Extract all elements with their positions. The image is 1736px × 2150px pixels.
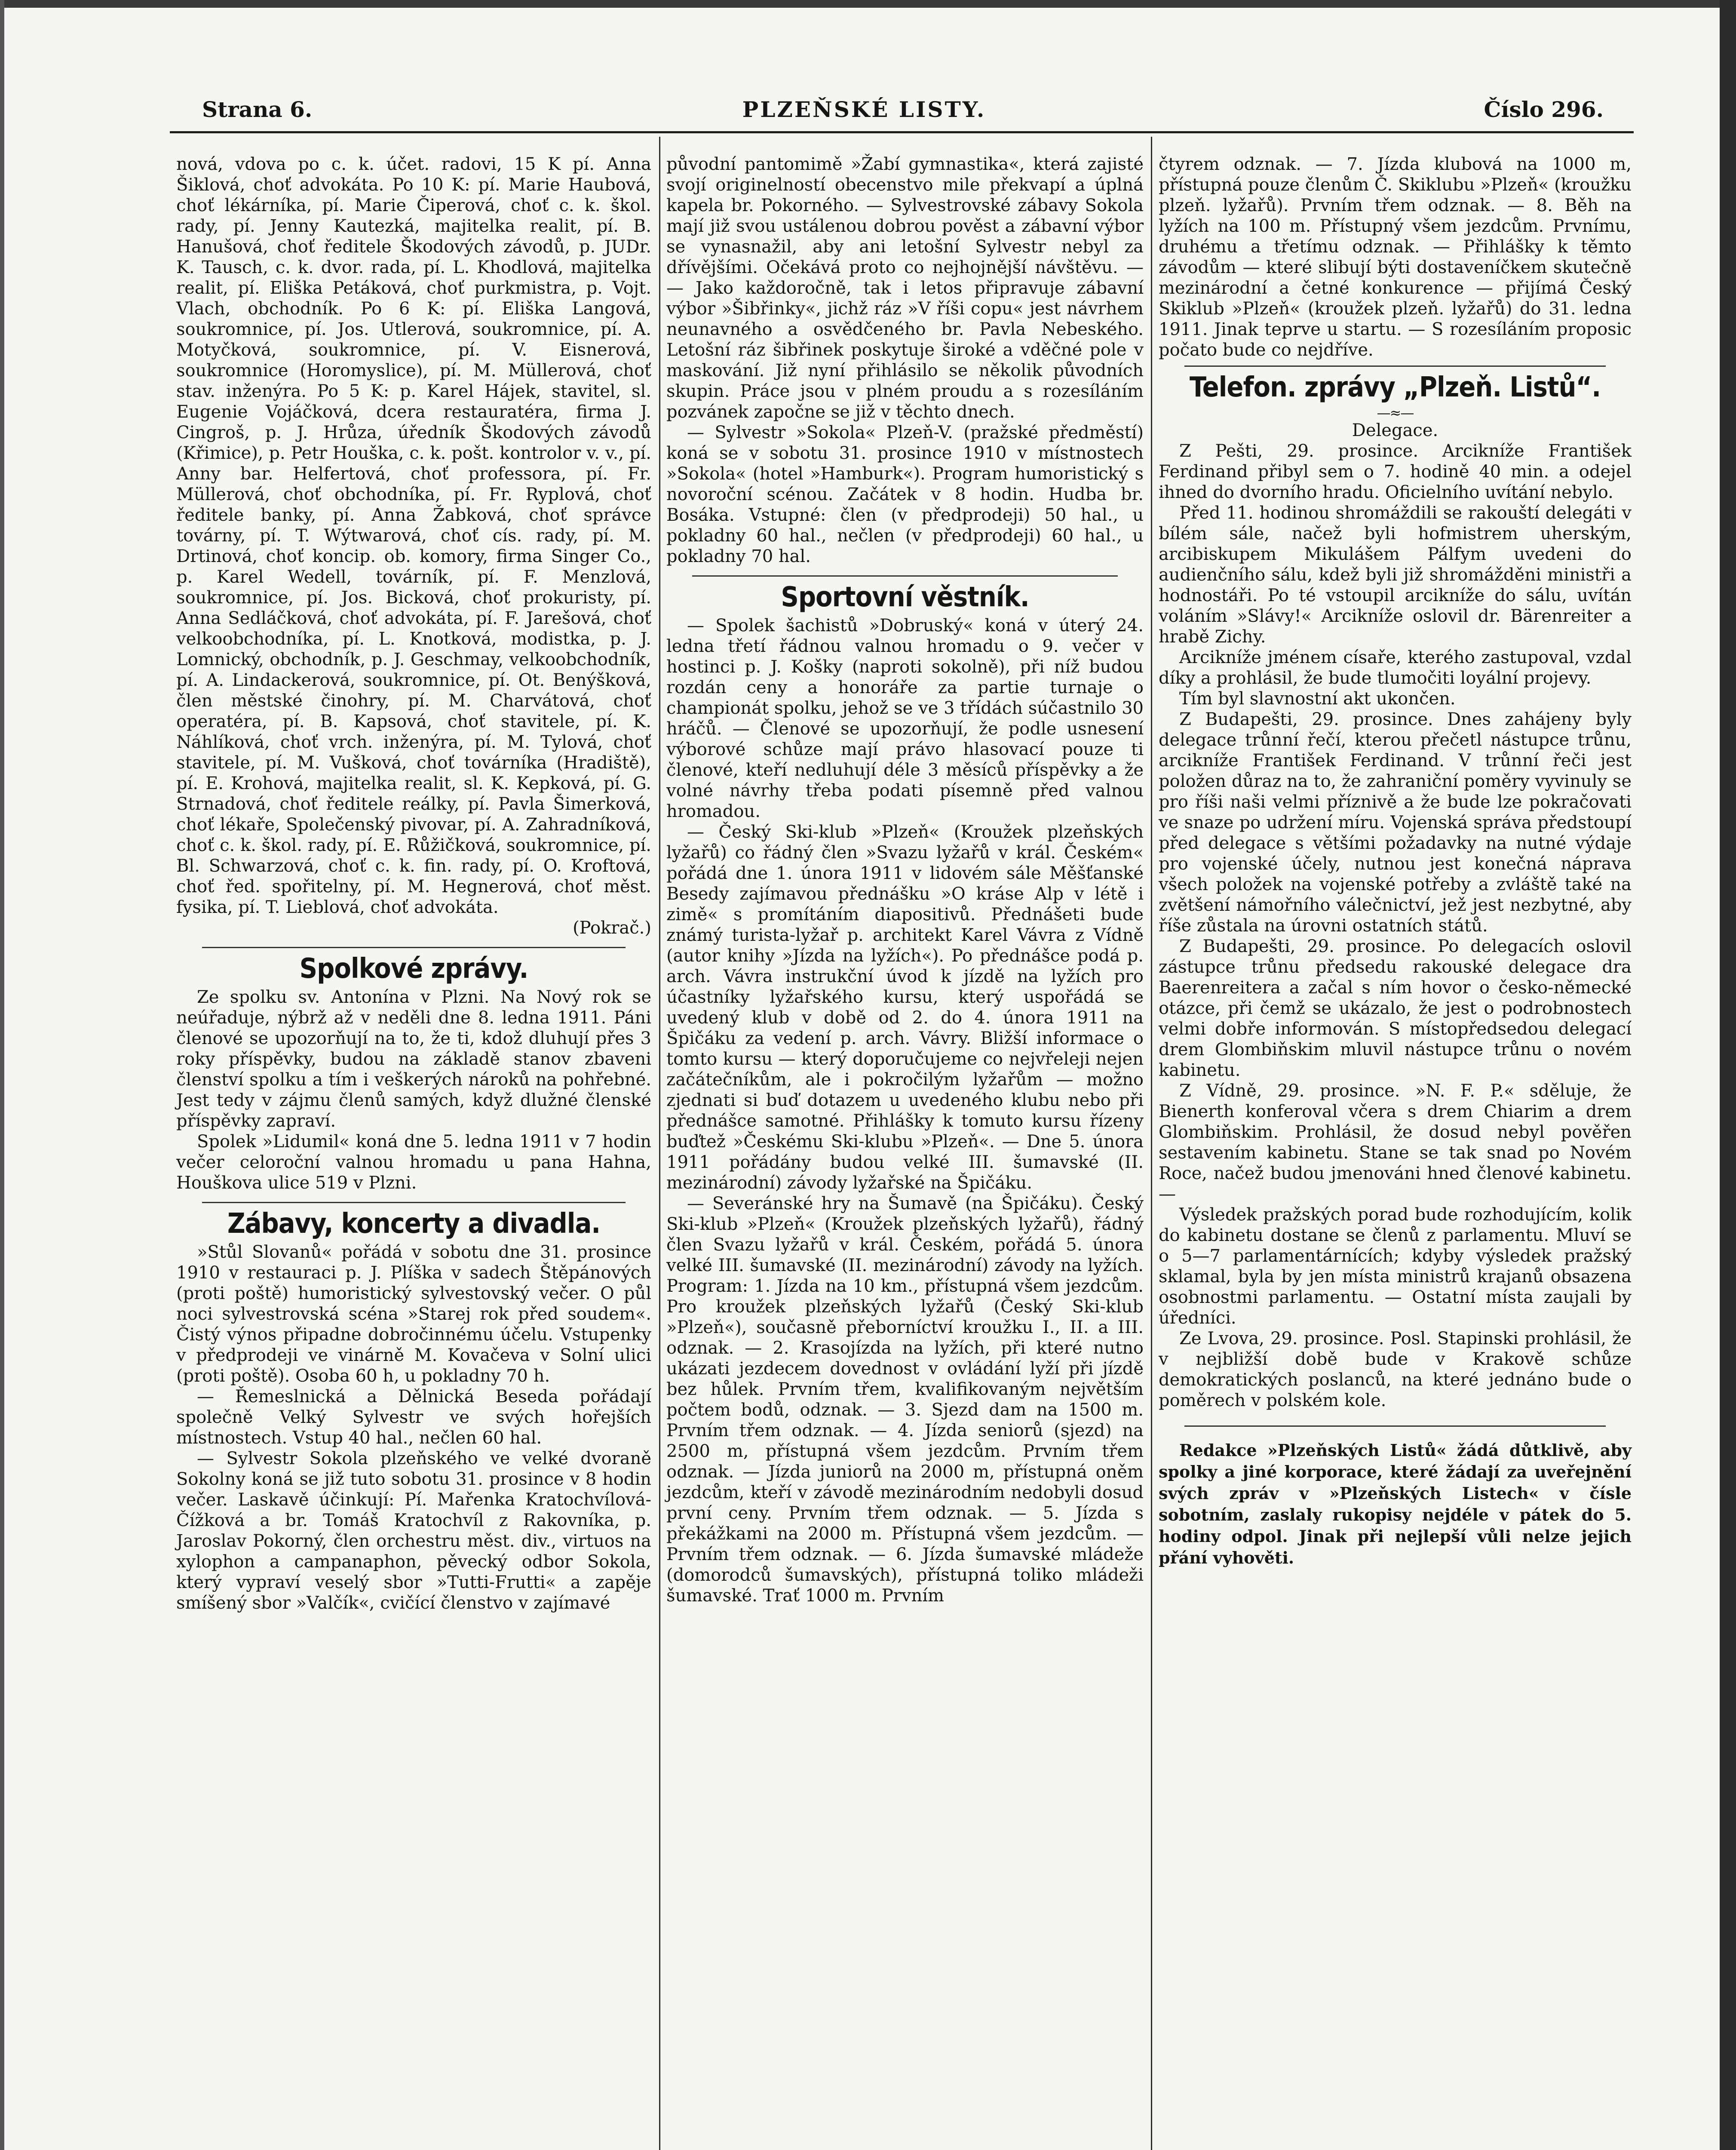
report-budapest-1: Z Budapešti, 29. prosince. Dnes zahájeny byly delegace trůnní řečí, kterou přečetl nástupce trůnu, arcikníže František Ferdinand. V trůnní řeči jest položen důraz na to, že zahraniční poměry vyvinuly se pro říši naši velmi příznivě a že bude lze pokračovati ve snaze po udržení míru. Vojenská správa předstoupí před delegace s většími požadavky na nutné výdaje pro vojenské účely, nutnou jest konečná náprava všech položek na vojenské potřeby a zvláště také na zvětšení námořního válečnictví, jež jest nezbytné, aby říše zůstala na úrovni ostatních států. (1159, 710, 1632, 936)
ornament-divider: —≈— (1377, 405, 1414, 421)
report-budapest-2: Z Budapešti, 29. prosince. Po delegacích oslovil zástupce trůnu předsedu rakouské delegace dra Baerenreitera a začal s ním hovor o česko-německé otázce, při čemž se ukázalo, že jest o podrobnostech velmi dobře informován. S místopředsedou delegací drem Glombiňskim mluvil nástupce trůnu o novém kabinetu. (1159, 937, 1632, 1080)
scan-edge-left (0, 0, 4, 2150)
article-sylvestr-plzen-v: — Sylvestr »Sokola« Plzeň-V. (pražské předměstí) koná se v sobotu 31. prosince 1910 v místnostech »Sokola« (hotel »Hamburk«). Program humoristický s novoroční scénou. Začátek v 8 hodin. Hudba br. Bosáka. Vstupné: člen (v předprodeji) 50 hal., u pokladny 60 hal., nečlen (v předprodeji) 60 hal., u pokladny 70 hal. (666, 423, 1144, 566)
section-divider (202, 1202, 626, 1203)
section-divider (202, 947, 626, 948)
column-1 (176, 154, 651, 1613)
article-ski-klub-prednaska: — Český Ski-klub »Plzeň« (Kroužek plzeňských lyžařů) co řádný člen »Svazu lyžařů v král. Českém« pořádá dne 1. února 1911 v lidovém sále Měšťanské Besedy zajímavou přednášku »O kráse Alp v létě i zimě« s promítáním diapositivů. Přednášeti bude známý turista-lyžař p. architekt Karel Vávra z Vídně (autor knihy »Jízda na lyžích«). Po přednášce podá p. arch. Vávra instrukční úvod k jízdě na lyžích pro účastníky lyžařského kursu, který uspořádá se uvedený klub v době od 2. do 4. února 1911 na Špičáku za vedení p. arch. Vávry. Bližší informace o tomto kursu — který doporučujeme co nejvřeleji nejen začátečníkům, ale i pokročilým lyžařům — možno zjednati si buď dotazem u uvedeného klubu nebo při přednášce samotné. Přihlášky k tomuto kursu řízeny buďtež »Českému Ski-klubu »Plzeň«. — Dne 5. února 1911 pořádány budou velké III. šumavské (II. mezinárodní) závody lyžařské na Špičáku. (666, 822, 1144, 1193)
column-divider-1 (659, 137, 660, 2150)
scan-edge-right (1720, 0, 1736, 2150)
section-divider (1184, 1425, 1606, 1427)
section-divider (1184, 366, 1606, 367)
column-divider-2 (1151, 137, 1152, 2150)
article-spolek-lidumil: Spolek »Lidumil« koná dne 5. ledna 1911 v 7 hodin večer celoroční valnou hromadu u pana Hahna, Houškova ulice 519 v Plzni. (176, 1132, 651, 1193)
section-heading-zabavy: Zábavy, koncerty a divadla. (227, 1208, 601, 1240)
report-arcikniže: Arcikníže jménem císaře, kterého zastupoval, vzdal díky a prohlásil, že bude tlumočiti loyální projevy. (1159, 648, 1632, 688)
article-spolek-antonina: Ze spolku sv. Antonína v Plzni. Na Nový rok se neúřaduje, nýbrž až v neděli dne 8. ledna 1911. Páni členové se upozorňují na to, že ti, kdož dluhují přes 3 roky příspěvky, budou na základě stanov zbaveni členství spolku a tím i veškerých nároků na pohřebné. Jest tedy v zájmu členů samých, když dlužné členské příspěvky zapraví. (176, 987, 651, 1131)
scan-edge-top (0, 0, 1736, 8)
report-viden: Z Vídně, 29. prosince. »N. F. P.« sděluje, že Bienerth konferoval včera s drem Chiarim a drem Glombiňskim. Prohlásil, že dosud nebyl pověřen sestavením kabinetu. Stane se tak snad po Novém Roce, načež budou jmenováni hned členové kabinetu. — (1159, 1081, 1632, 1204)
header-rule (170, 131, 1634, 133)
column-3 (1159, 154, 1632, 1569)
section-heading-telefon: Telefon. zprávy „Plzeň. Listů“. (1189, 372, 1601, 403)
column-2 (666, 154, 1144, 1606)
editorial-notice-text: Redakce »Plzeňských Listů« žádá důtklivě, aby spolky a jiné korporace, které žádají za uveřejnění svých zpráv v »Plzeňských Listech« v čísle sobotním, zaslaly rukopisy nejdéle v pátek do 5. hodiny odpol. Jinak při nejlepší vůli nelze jejich přání vyhověti. (1159, 1440, 1632, 1567)
article-sokol-continued: původní pantomimě »Žabí gymnastika«, která zajisté svojí originelností obecenstvo mile překvapí a úplná kapela br. Pokorného. — Sylvestrovské zábavy Sokola mají již svou ustálenou dobrou pověst a zábavní výbor se vynasnažil, aby ani letošní Sylvestr nebyl za dřívějšími. Očekává proto co nejhojnější návštěvu. — — Jako každoročně, tak i letos připravuje zábavní výbor »Šibřinky«, jichž ráz »V říši copu« jest návrhem neunavného a osvědčeného br. Pavla Nebeského. Letošní ráz šibřinek poskytuje široké a vděčné pole v maskování. Již nyní přihlásilo se několik původních skupin. Práce jsou v plném proudu a s rozesíláním pozvánek započne se již v těchto dnech. (666, 154, 1144, 422)
issue-number: Číslo 296. (1484, 97, 1604, 122)
newspaper-title: PLZEŇSKÉ LISTY. (742, 97, 986, 122)
article-sachiste: — Spolek šachistů »Dobruský« koná v úterý 24. ledna třetí řádnou valnou hromadu o 9. večer v hostinci p. J. Košky (naproti sokolně), při níž budou rozdán ceny a honoráře za partie turnaje o championát spolku, jehož se ve 3 třídách súčastnilo 30 hráčů. — Členové se upozorňují, že podle usnesení výborové schůze mají právo hlasovací pouze ti členové, kteří nedluhují déle 3 měsíců příspěvky a že volné návrhy třeba podati písemně před valnou hromadou. (666, 616, 1144, 821)
article-remeslnicka-beseda: — Řemeslnická a Dělnická Beseda pořádají společně Velký Sylvestr ve svých hořejších místnostech. Vstup 40 hal., nečlen 60 hal. (176, 1387, 651, 1448)
article-stul-slovanu: »Stůl Slovanů« pořádá v sobotu dne 31. prosince 1910 v restauraci p. J. Plíška v sadech Štěpánových (proti poště) humoristický sylvestovský večer. O půl noci sylvestrovská scéna »Starej rok před soudem«. Čistý výnos připadne dobročinnému účelu. Vstupenky v předprodeji ve vinárně M. Kovačeva v Solní ulici (proti poště). Osoba 60 h, u pokladny 70 h. (176, 1242, 651, 1386)
article-severanske-hry: — Severánské hry na Šumavě (na Špičáku). Český Ski-klub »Plzeň« (Kroužek plzeňských lyžařů), řádný člen Svazu lyžařů v král. Českém, pořádá 5. února velké III. šumavské (II. mezinárodní) závody na lyžích. Program: 1. Jízda na 10 km., přístupná všem jezdcům. Pro kroužek plzeňských lyžařů (Český Ski-klub »Plzeň«), současně přeborníctví kroužku I., II. a III. odznak. — 2. Krasojízda na lyžích, při které nutno ukázati jezdecem dovednost v ovládání lyží při jízdě bez hůlek. Prvním třem, kvalifikovaným největším počtem bodů, odznak. — 3. Sjezd dam na 1500 m. Prvním třem odznak. — 4. Jízda seniorů (sjezd) na 2500 m, přístupná všem jezdcům. Prvním třem odznak. — Jízda juniorů na 2000 m, přístupná oněm jezdcům, kteří v závodě mezinárodním nedobyli dosud první ceny. Prvním třem odznak. — 5. Jízda s překážkami na 2000 m. Přístupná všem jezdcům. — Prvním třem odznak. — 6. Jízda šumavské mládeže (domorodců šumavských), přístupná toliko mládeži šumavské. Trať 1000 m. Prvním (666, 1194, 1144, 1606)
report-akt-ukoncen: Tím byl slavnostní akt ukončen. (1179, 689, 1456, 709)
donor-list: nová, vdova po c. k. účet. radovi, 15 K pí. Anna Šiklová, choť advokáta. Po 10 K: pí. Marie Haubová, choť lékárníka, pí. Marie Čiperová, choť c. k. škol. rady, pí. Jenny Kautezká, majitelka realit, pí. B. Hanušová, choť ředitele Škodových závodů, p. JUDr. K. Tausch, c. k. dvor. rada, pí. L. Khodlová, majitelka realit, pí. Eliška Petáková, choť purkmistra, p. Vojt. Vlach, obchodník. Po 6 K: pí. Eliška Langová, soukromnice, pí. Jos. Utlerová, soukromnice, pí. A. Motyčková, soukromnice, pí. V. Eisnerová, soukromnice (Horomyslice), pí. M. Müllerová, choť stav. inženýra. Po 5 K: p. Karel Hájek, stavitel, sl. Eugenie Vojáčková, dcera restauratéra, firma J. Cingroš, p. J. Hrůza, úředník Škodových závodů (Křimice), p. Petr Houška, c. k. pošt. kontrolor v. v., pí. Anny bar. Helfertová, choť professora, pí. Fr. Müllerová, choť obchodníka, pí. Fr. Ryplová, choť ředitele banky, pí. Anna Žabková, choť správce továrny, pí. T. Wýtwarová, choť cís. rady, pí. M. Drtinová, choť koncip. ob. komory, firma Singer Co., p. Karel Wedell, továrník, pí. F. Menzlová, soukromnice, pí. Jos. Bicková, choť prokuristy, pí. Anna Sedláčková, choť advokáta, pí. F. Jarešová, choť velkoobchodníka, pí. L. Knotková, modistka, p. J. Lomnický, obchodník, p. J. Geschmay, velkoobchodník, pí. A. Lindackerová, soukromnice, pí. Ot. Benýšková, člen městské činohry, pí. M. Charvátová, choť operatéra, pí. B. Kapsová, choť stavitele, pí. K. Náhlíková, choť vrch. inženýra, pí. M. Tylová, choť stavitele, pí. M. Vušková, choť továrníka (Hradiště), pí. E. Krohová, majitelka realit, sl. K. Kepková, pí. G. Strnadová, choť ředitele reálky, pí. Pavla Šimerková, choť lékaře, Společenský pivovar, pí. A. Zahradníková, choť c. k. škol. rady, pí. E. Růžičková, soukromnice, pí. Bl. Schwarzová, choť c. k. fin. rady, pí. O. Kroftová, choť řed. spořitelny, pí. M. Hegnerová, choť měst. fysika, pí. T. Lieblová, choť advokáta. (176, 154, 651, 917)
section-heading-sport: Sportovní věstník. (781, 581, 1029, 613)
continued-note: (Pokrač.) (573, 918, 651, 938)
section-divider (692, 575, 1118, 577)
report-pest: Z Pešti, 29. prosince. Arcikníže František Ferdinand přibyl sem o 7. hodině 40 min. a odejel ihned do dvorního hradu. Oficielního uvítání nebylo. (1159, 441, 1632, 502)
page-number: Strana 6. (202, 97, 313, 122)
report-vysledek: Výsledek pražských porad bude rozhodujícím, kolik do kabinetu dostane se členů z parlamentu. Mluví se o 5—7 parlamentárnících; kdyby výsledek pražský sklamal, byla by jen místa ministrů krajanů obsazena osobnostmi parlamentu. — Ostatní místa zaujali by úředníci. (1159, 1205, 1632, 1328)
section-heading-spolkove: Spolkové zprávy. (299, 953, 528, 985)
editorial-notice (1159, 1440, 1632, 1569)
article-ski-continued: čtyrem odznak. — 7. Jízda klubová na 1000 m, přístupná pouze členům Č. Skiklubu »Plzeň« (kroužku plzeň. lyžařů). Prvním třem odznak. — 8. Běh na lyžích na 100 m. Přístupný všem jezdcům. Prvnímu, druhému a třetímu odznak. — Přihlášky k těmto závodům — které slibují býti dostaveníčkem skutečně mezinárodní a četné konkurence — přijímá Český Skiklub »Plzeň« (kroužek plzeň. lyžařů) do 31. ledna 1911. Jinak teprve u startu. — S rozesíláním proposic počato bude co nejdříve. (1159, 154, 1632, 360)
article-sylvestr-sokola: — Sylvestr Sokola plzeňského ve velké dvoraně Sokolny koná se již tuto sobotu 31. prosince v 8 hodin večer. Laskavě účinkují: Pí. Mařenka Kratochvílová-Čížková a br. Tomáš Kratochvíl z Rakovníka, p. Jaroslav Pokorný, člen orchestru měst. div., virtuos na xylophon a campanaphon, pěvecký odbor Sokola, který vypraví veselý sbor »Tutti-Frutti« a zapěje smíšený sbor »Valčík«, cvičící členstvo v zajímavé (176, 1449, 651, 1613)
report-lvov: Ze Lvova, 29. prosince. Posl. Stapinski prohlásil, že v nejbližší době bude v Krakově schůze demokratických poslanců, na které jednáno bude o poměrech v polském kole. (1159, 1329, 1632, 1410)
subheading-delegace: Delegace. (1352, 421, 1438, 440)
report-delegati: Před 11. hodinou shromáždili se rakouští delegáti v bílém sále, načež byli hofmistrem uherským, arcibiskupem Mikulášem Pálfym uvedeni do audienčního sálu, kdež byli již shromážděni ministři a hodnostáři. Po té vstoupil arcikníže do sálu, uvítán voláním »Slávy!« Arcikníže oslovil dr. Bärenreiter a hrabě Zichy. (1159, 503, 1632, 647)
